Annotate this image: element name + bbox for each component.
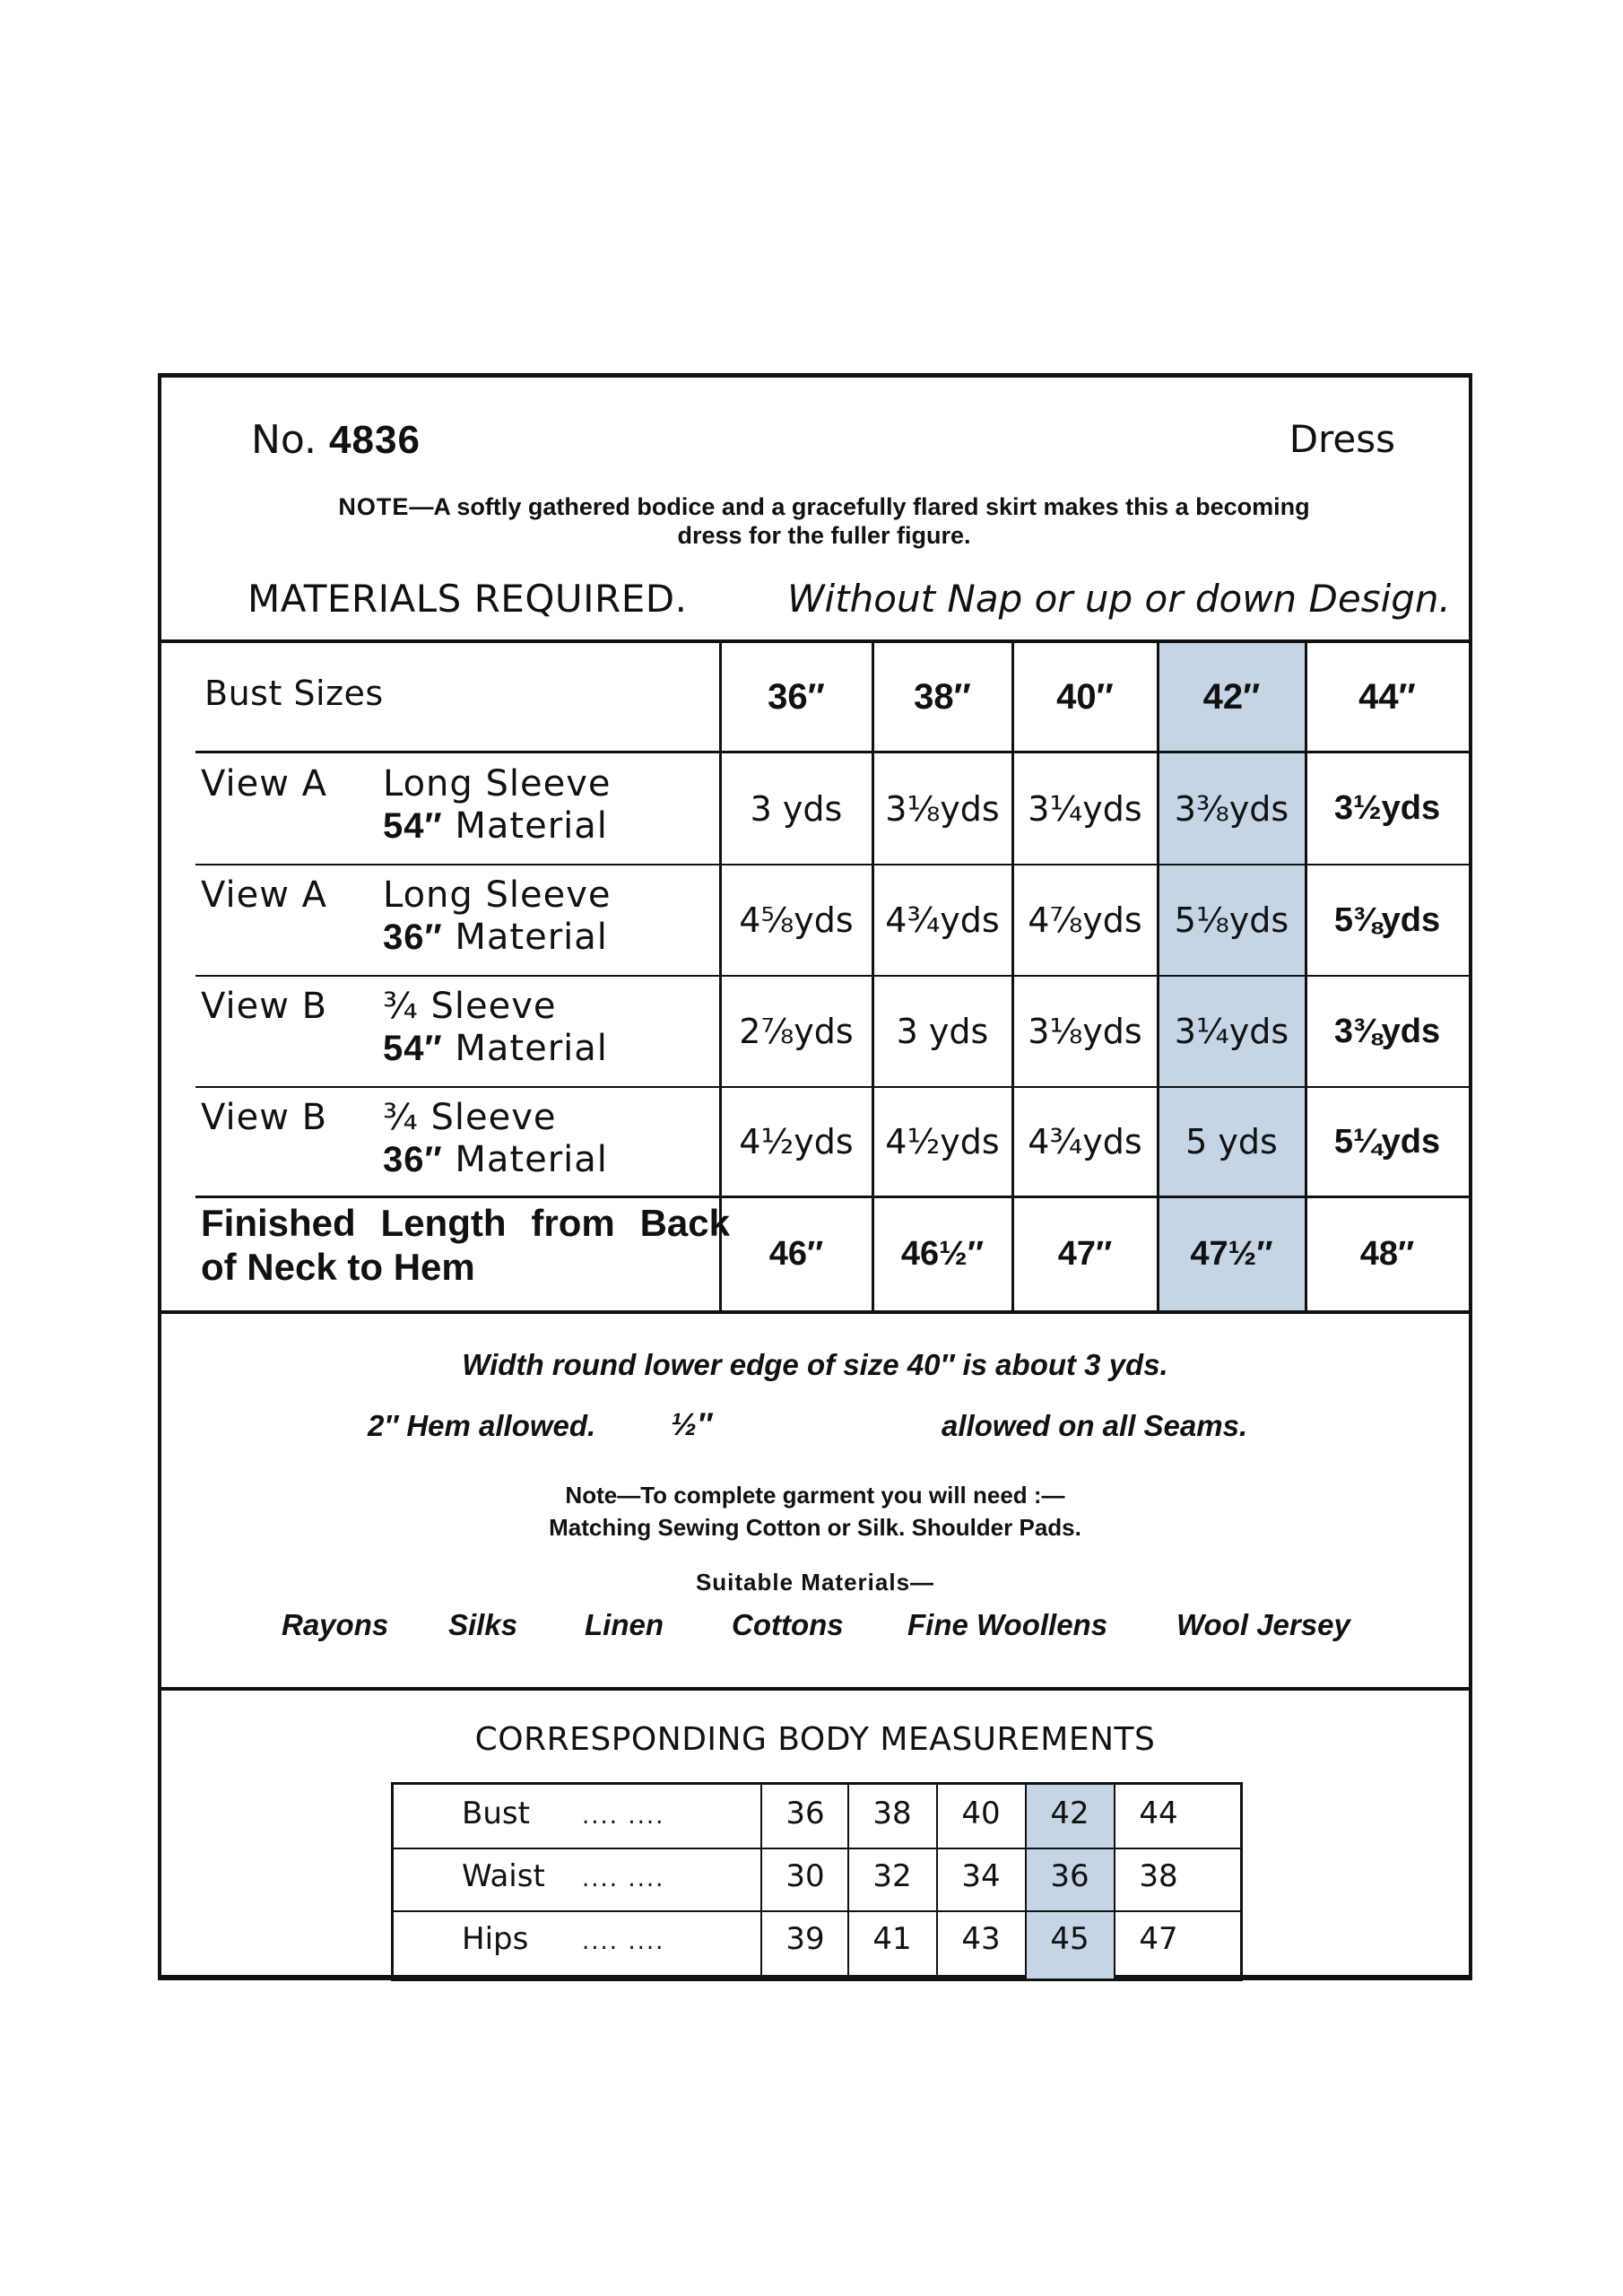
finished-length-cell: 46½″ xyxy=(900,1235,985,1273)
material-word: Material xyxy=(455,805,608,847)
material-width-label xyxy=(383,917,608,958)
view-label: View B xyxy=(201,1097,328,1138)
bm-value: 47 xyxy=(1139,1921,1178,1957)
material-word: Material xyxy=(455,1028,608,1069)
bm-leader-dots: .... .... xyxy=(582,1928,665,1955)
size-header: 42″ xyxy=(1202,676,1261,717)
yardage-cell: 5⅛yds xyxy=(1174,900,1289,940)
yardage-cell: 5¼yds xyxy=(1333,1122,1441,1161)
yardage-cell: 2⅞yds xyxy=(739,1012,854,1051)
materials-title: MATERIALS REQUIRED. xyxy=(247,577,688,621)
fabric-item: Fine Woollens xyxy=(907,1608,1108,1641)
body-measurements-title: CORRESPONDING BODY MEASUREMENTS xyxy=(474,1721,1156,1758)
pattern-number-label: No. xyxy=(251,417,317,463)
pattern-number-value: 4836 xyxy=(329,418,421,462)
bm-value: 38 xyxy=(1139,1858,1178,1894)
yardage-cell: 4½yds xyxy=(739,1122,854,1161)
sleeve-label: Long Sleeve xyxy=(383,763,612,804)
notions-note xyxy=(161,1479,1469,1544)
bm-value: 39 xyxy=(785,1921,825,1957)
material-width-label xyxy=(383,805,608,847)
finished-length-label: Finished Length from Back of Neck to Hem xyxy=(201,1202,730,1288)
yardage-cell: 5 yds xyxy=(1185,1122,1278,1161)
bm-value: 41 xyxy=(872,1921,912,1957)
fabric-item: Wool Jersey xyxy=(1176,1608,1350,1641)
size-header: 44″ xyxy=(1358,676,1416,717)
finished-length-cell: 47½″ xyxy=(1190,1235,1273,1273)
bm-value: 34 xyxy=(961,1858,1001,1894)
material-width-label xyxy=(383,1028,608,1069)
yardage-cell: 4¾yds xyxy=(1028,1122,1142,1161)
yardage-cell: 3⅛yds xyxy=(885,788,1000,829)
bm-leader-dots: .... .... xyxy=(582,1803,665,1830)
finished-length-cell: 46″ xyxy=(768,1235,824,1273)
bm-value: 38 xyxy=(872,1796,912,1831)
notions-line2: Matching Sewing Cotton or Silk. Shoulder Pads. xyxy=(549,1514,1081,1541)
yardage-cell: 3¼yds xyxy=(1174,1012,1289,1051)
bm-value: 44 xyxy=(1139,1796,1178,1831)
size-header: 40″ xyxy=(1056,676,1114,717)
bm-value: 30 xyxy=(785,1858,825,1894)
yardage-cell: 3⅜yds xyxy=(1174,788,1289,829)
view-label: View A xyxy=(201,874,327,916)
bm-row-label: Bust xyxy=(462,1796,530,1831)
yardage-cell: 3½yds xyxy=(1333,789,1441,827)
garment-type: Dress xyxy=(1289,417,1395,461)
bust-sizes-label: Bust Sizes xyxy=(204,674,384,713)
finished-length-cell: 48″ xyxy=(1359,1235,1415,1273)
bm-row-label: Hips xyxy=(462,1921,529,1957)
fabric-list xyxy=(161,1608,1469,1653)
bm-value: 36 xyxy=(1050,1858,1089,1894)
yardage-cell: 3 yds xyxy=(750,788,843,829)
section-divider xyxy=(161,1687,1469,1691)
yardage-cell: 4⅞yds xyxy=(1028,900,1142,940)
bm-row-label: Waist xyxy=(462,1858,545,1894)
seam-allowance-value: ½″ xyxy=(671,1407,712,1442)
yardage-cell: 4½yds xyxy=(885,1122,1000,1161)
fabric-item: Cottons xyxy=(732,1608,844,1641)
material-word: Material xyxy=(455,917,608,958)
hem-allowance: 2″ Hem allowed. xyxy=(368,1409,596,1442)
material-width: 36″ xyxy=(383,1140,443,1179)
body-measurements-table xyxy=(391,1782,1243,1981)
yardage-cell: 3⅜yds xyxy=(1333,1012,1441,1050)
yardage-cell: 3 yds xyxy=(896,1012,989,1051)
pattern-sheet xyxy=(158,373,1472,1980)
yardage-cell: 4¾yds xyxy=(885,900,1000,940)
fabric-item: Silks xyxy=(448,1608,518,1641)
intro-note xyxy=(249,492,1399,550)
size-header: 38″ xyxy=(914,676,971,717)
intro-note-lead: NOTE xyxy=(338,493,410,520)
bm-value: 43 xyxy=(961,1921,1001,1957)
fabric-item: Rayons xyxy=(282,1608,389,1641)
suitable-materials-title: Suitable Materials— xyxy=(695,1569,935,1596)
notions-line1: Note—To complete garment you will need :— xyxy=(565,1482,1065,1509)
pattern-number xyxy=(251,417,421,463)
sleeve-label: Long Sleeve xyxy=(383,874,612,916)
material-width: 54″ xyxy=(383,1029,443,1068)
seam-allowance-text: allowed on all Seams. xyxy=(942,1409,1248,1442)
material-width: 54″ xyxy=(383,806,443,846)
yardage-cell: 3¼yds xyxy=(1028,788,1142,829)
sleeve-label: ¾ Sleeve xyxy=(383,986,557,1027)
size-header: 36″ xyxy=(768,676,825,717)
bm-value: 40 xyxy=(961,1796,1001,1831)
bm-value: 45 xyxy=(1050,1921,1089,1957)
fabric-item: Linen xyxy=(585,1608,664,1641)
yardage-cell: 4⅝yds xyxy=(739,900,854,940)
material-width-label xyxy=(383,1139,608,1180)
sleeve-label: ¾ Sleeve xyxy=(383,1097,557,1138)
yardage-cell: 5⅜yds xyxy=(1333,900,1441,939)
finished-length-cell: 47″ xyxy=(1057,1235,1113,1273)
intro-note-line2: dress for the fuller figure. xyxy=(677,522,971,549)
materials-subtitle: Without Nap or up or down Design. xyxy=(787,577,1451,621)
hem-width-note: Width round lower edge of size 40″ is about 3 yds. xyxy=(462,1348,1168,1381)
view-label: View A xyxy=(201,763,327,804)
bm-value: 42 xyxy=(1050,1796,1089,1831)
table-rule-bottom xyxy=(161,1310,1469,1314)
view-label: View B xyxy=(201,986,328,1027)
material-width: 36″ xyxy=(383,918,443,957)
bm-value: 36 xyxy=(785,1796,825,1831)
bm-leader-dots: .... .... xyxy=(582,1866,665,1892)
intro-note-line1: —A softly gathered bodice and a gracefully flared skirt makes this a becoming xyxy=(409,493,1310,520)
bm-value: 32 xyxy=(872,1858,912,1894)
material-word: Material xyxy=(455,1139,608,1180)
yardage-cell: 3⅛yds xyxy=(1028,1012,1142,1051)
